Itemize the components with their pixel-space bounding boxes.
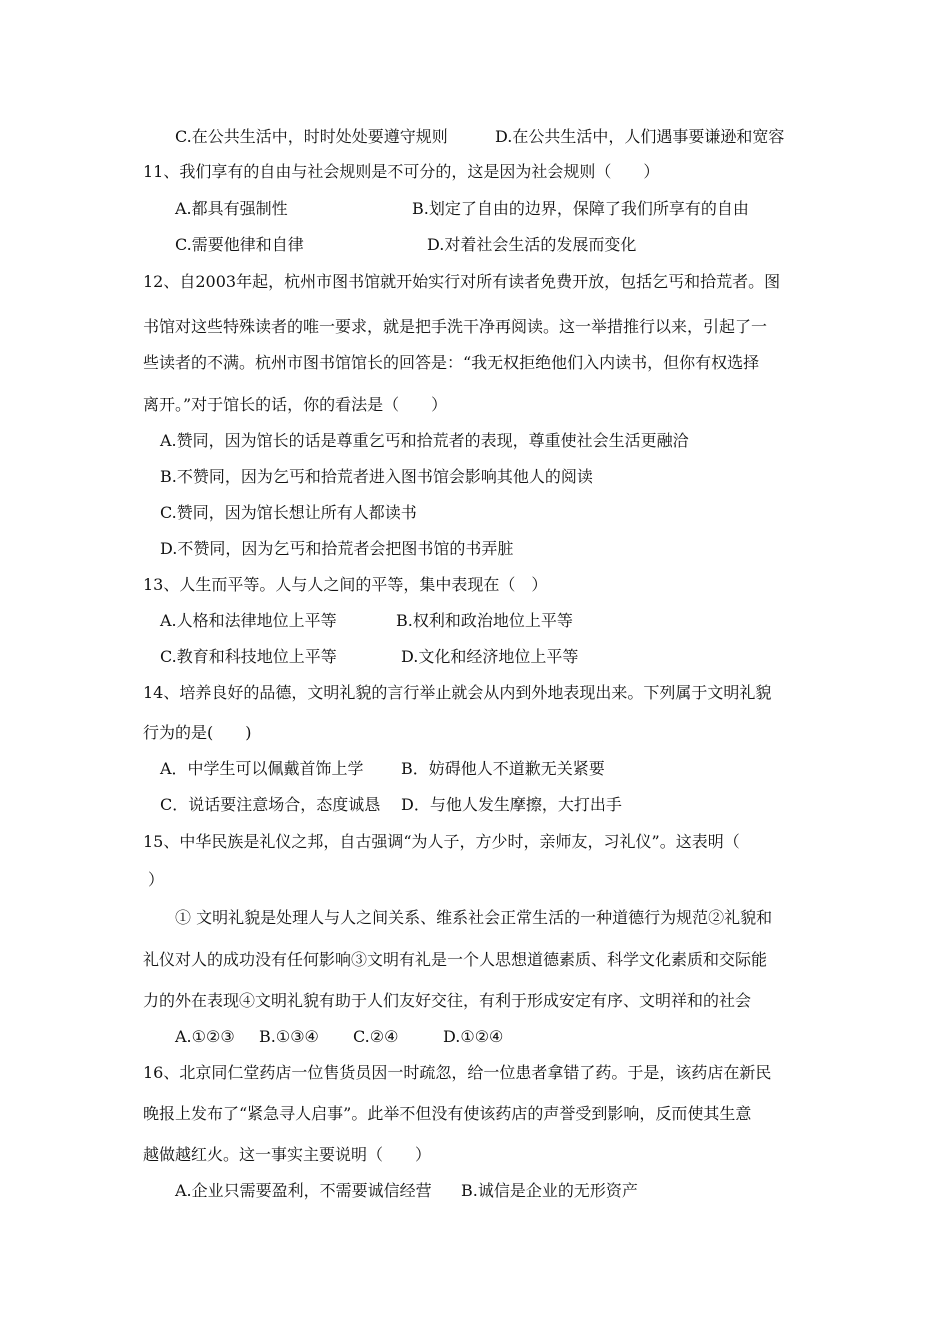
question-14-line-2: 行为的是( ) (143, 723, 252, 742)
q11-option-c: C.需要他律和自律 (175, 235, 304, 254)
question-15-statement-2: 礼仪对人的成功没有任何影响③文明有礼是一个人思想道德素质、科学文化素质和交际能 (143, 950, 768, 969)
q12-option-d: D.不赞同，因为乞丐和拾荒者会把图书馆的书弄脏 (160, 539, 514, 558)
question-15-statement-1: ① 文明礼貌是处理人与人之间关系、维系社会正常生活的一种道德行为规范②礼貌和 (175, 908, 773, 927)
q10-option-row-b (495, 127, 784, 147)
question-14-line-1: 14、培养良好的品德，文明礼貌的言行举止就会从内到外地表现出来。下列属于文明礼貌 (143, 683, 772, 702)
question-15-statement-3: 力的外在表现④文明礼貌有助于人们友好交往，有利于形成安定有序、文明祥和的社会 (143, 991, 752, 1010)
question-13: 13、人生而平等。人与人之间的平等，集中表现在（ ） (143, 575, 548, 594)
q14-option-a: A．中学生可以佩戴首饰上学 (160, 759, 364, 778)
option-c: C.在公共生活中，时时处处要遵守规则 (175, 127, 448, 146)
question-16-line-3: 越做越红火。这一事实主要说明（ ） (143, 1145, 432, 1164)
q15-options-row (175, 1027, 503, 1047)
question-12-line-4: 离开。”对于馆长的话，你的看法是（ ） (143, 395, 448, 414)
question-12-line-1: 12、自2003年起，杭州市图书馆就开始实行对所有读者免费开放，包括乞丐和拾荒者。图 (143, 272, 781, 291)
question-15-line-1: 15、中华民族是礼仪之邦，自古强调“为人子，方少时，亲师友，习礼仪”。这表明（ (143, 832, 740, 851)
q14-option-d: D．与他人发生摩擦，大打出手 (401, 795, 622, 814)
q16-option-b: B.诚信是企业的无形资产 (461, 1181, 638, 1200)
q15-option-d: D.①②④ (443, 1027, 504, 1046)
q13-option-b: B.权利和政治地位上平等 (396, 611, 573, 630)
q15-option-c: C.②④ (353, 1027, 399, 1046)
q11-option-d: D.对着社会生活的发展而变化 (427, 235, 637, 254)
question-11: 11、我们享有的自由与社会规则是不可分的，这是因为社会规则（ ） (143, 162, 660, 181)
q12-option-c: C.赞同，因为馆长想让所有人都读书 (160, 503, 417, 522)
q12-option-a: A.赞同，因为馆长的话是尊重乞丐和拾荒者的表现，尊重使社会生活更融洽 (160, 431, 689, 450)
q11-option-b: B.划定了自由的边界，保障了我们所享有的自由 (412, 199, 749, 218)
q13-option-a: A.人格和法律地位上平等 (160, 611, 337, 630)
question-16-line-1: 16、北京同仁堂药店一位售货员因一时疏忽，给一位患者拿错了药。于是，该药店在新民 (143, 1063, 772, 1082)
question-15-line-2: ） (148, 870, 165, 889)
q16-option-a: A.企业只需要盈利，不需要诚信经营 (175, 1181, 432, 1200)
question-16-line-2: 晚报上发布了“紧急寻人启事”。此举不但没有使该药店的声誉受到影响，反而使其生意 (143, 1104, 752, 1123)
q12-option-b: B.不赞同，因为乞丐和拾荒者进入图书馆会影响其他人的阅读 (160, 467, 593, 486)
q15-option-b: B.①③④ (259, 1027, 319, 1046)
q11-option-a: A.都具有强制性 (175, 199, 288, 218)
q14-option-b: B．妨碍他人不道歉无关紧要 (401, 759, 605, 778)
q15-option-a: A.①②③ (175, 1027, 235, 1046)
question-12-line-3: 些读者的不满。杭州市图书馆馆长的回答是：“我无权拒绝他们入内读书，但你有权选择 (143, 353, 760, 372)
option-d: D.在公共生活中，人们遇事要谦逊和宽容 (495, 127, 785, 146)
q13-option-d: D.文化和经济地位上平等 (401, 647, 579, 666)
q14-option-c: C．说话要注意场合，态度诚恳 (160, 795, 381, 814)
q10-option-row (175, 127, 448, 147)
q13-option-c: C.教育和科技地位上平等 (160, 647, 337, 666)
question-12-line-2: 书馆对这些特殊读者的唯一要求，就是把手洗干净再阅读。这一举措推行以来，引起了一 (143, 317, 768, 336)
